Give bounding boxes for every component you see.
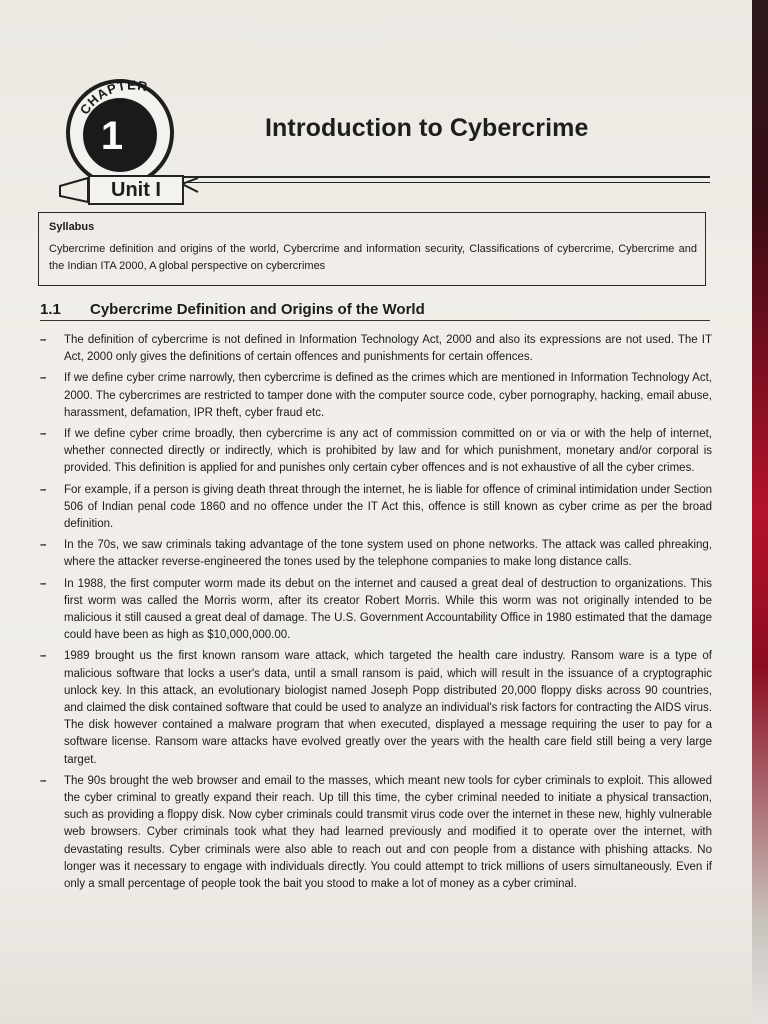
list-item <box>40 773 712 893</box>
section-number: 1.1 <box>40 301 61 318</box>
list-item <box>40 537 712 571</box>
section-heading <box>40 301 710 321</box>
bullet-dash: – <box>40 577 47 590</box>
bullet-dash: – <box>40 372 47 385</box>
bullet-dash: – <box>40 650 47 663</box>
list-item <box>40 648 712 768</box>
list-item <box>40 426 712 478</box>
bullet-dash: – <box>40 483 47 496</box>
chapter-label: CHAPTER <box>76 78 150 118</box>
list-item <box>40 332 712 366</box>
bullet-text: If we define cyber crime narrowly, then cybercrime is defined as the crimes which are mentioned in Information Technology Act, 2000. The cybercrimes are restricted to tamper done with the computer source code, cyber pornography, hacking, email abuse, harassment, defamation, IPR theft, cyber fraud etc. <box>64 372 712 419</box>
list-item <box>40 370 712 422</box>
unit-label: Unit I <box>88 175 184 205</box>
header-rule <box>150 176 710 178</box>
list-item <box>40 576 712 645</box>
bullet-text: If we define cyber crime broadly, then cybercrime is any act of commission committed on or via or with the help of internet, whether connected directly or indirectly, which is prohibited by law and for which punishment, monetary and/or corporal is provided. This definition is applied for and punishes only certain cyber offences and is not exhaustive of all the cyber crimes. <box>64 428 712 475</box>
syllabus-heading: Syllabus <box>49 221 95 233</box>
bullet-list <box>40 332 712 897</box>
bullet-dash: – <box>40 774 47 787</box>
bullet-dash: – <box>40 539 47 552</box>
chapter-title: Introduction to Cybercrime <box>265 114 589 142</box>
bullet-text: 1989 brought us the first known ransom ware attack, which targeted the health care industry. Ransom ware is a type of malicious software that locks a user's data, until a small ransom is paid, which will result in the issuance of a cryptographic unlock key. In this attack, an evolutionary biologist named Joseph Popp distributed 20,000 floppy disks across 90 countries, and claimed the disk contained software that could be used to analyze an individual's risk factors for contracting the AIDS virus. The disk however contained a malware program that when executed, displayed a message requiring the user to pay for a software license. Ransom ware attacks have evolved greatly over the years with the health care field still being a very large target. <box>64 650 712 766</box>
chapter-header <box>30 78 720 208</box>
bullet-dash: – <box>40 334 47 346</box>
bullet-text: The 90s brought the web browser and email to the masses, which meant new tools for cyber criminals to exploit. This allowed the cyber criminal to greatly expand their reach. Up till this time, the cyber criminal needed to initiate a physical transaction, such as providing a floppy disk. Now cyber criminals could transmit virus code over the internet in these new, highly vulnerable web browsers. Cyber criminals took what they had learned previously and modified it to operate over the internet, with devastating results. Cyber criminals were also able to reach out and con people from a distance with phishing attacks. No longer was it necessary to engage with individuals directly. You could attempt to trick millions of users simultaneously. Even if only a small percentage of people took the bait you stood to make a lot of money as a cyber criminal. <box>64 774 712 891</box>
bullet-dash: – <box>40 428 47 441</box>
syllabus-box <box>38 212 706 286</box>
bullet-text: For example, if a person is giving death threat through the internet, he is liable for offence of criminal intimidation under Section 506 of Indian penal code 1860 and no offence under the IT Act this, offence is still known as cyber crime as per the broad definition. <box>64 483 712 531</box>
header-rule-thin <box>150 182 710 183</box>
book-edge-strip <box>752 0 768 1024</box>
bullet-text: In 1988, the first computer worm made its debut on the internet and caused a great deal of destruction to organizations. This first worm was called the Morris worm, after its creator Robert Morris. While this worm was not originally intended to be malicious it still caused a great deal of damage. The U.S. Government Accountability Office in 1980 estimated that the damage could have been as high as $10,000,000.00. <box>64 577 712 642</box>
syllabus-text: Cybercrime definition and origins of the world, Cybercrime and information security, Classifications of cybercrime, Cybercrime and the Indian ITA 2000, A global perspective on cybercrimes <box>49 243 697 272</box>
list-item <box>40 482 712 534</box>
bullet-text: In the 70s, we saw criminals taking advantage of the tone system used on phone networks. The attack was called phreaking, where the attacker reverse-engineered the tones used by the telephone companies to make long distance calls. <box>64 539 712 569</box>
chapter-number: 1 <box>100 114 124 158</box>
section-title: Cybercrime Definition and Origins of the World <box>90 301 425 318</box>
bullet-text: The definition of cybercrime is not defined in Information Technology Act, 2000 and also its expressions are not used. The IT Act, 2000 only gives the definitions of certain offences and punishments for certain offences. <box>64 334 712 364</box>
